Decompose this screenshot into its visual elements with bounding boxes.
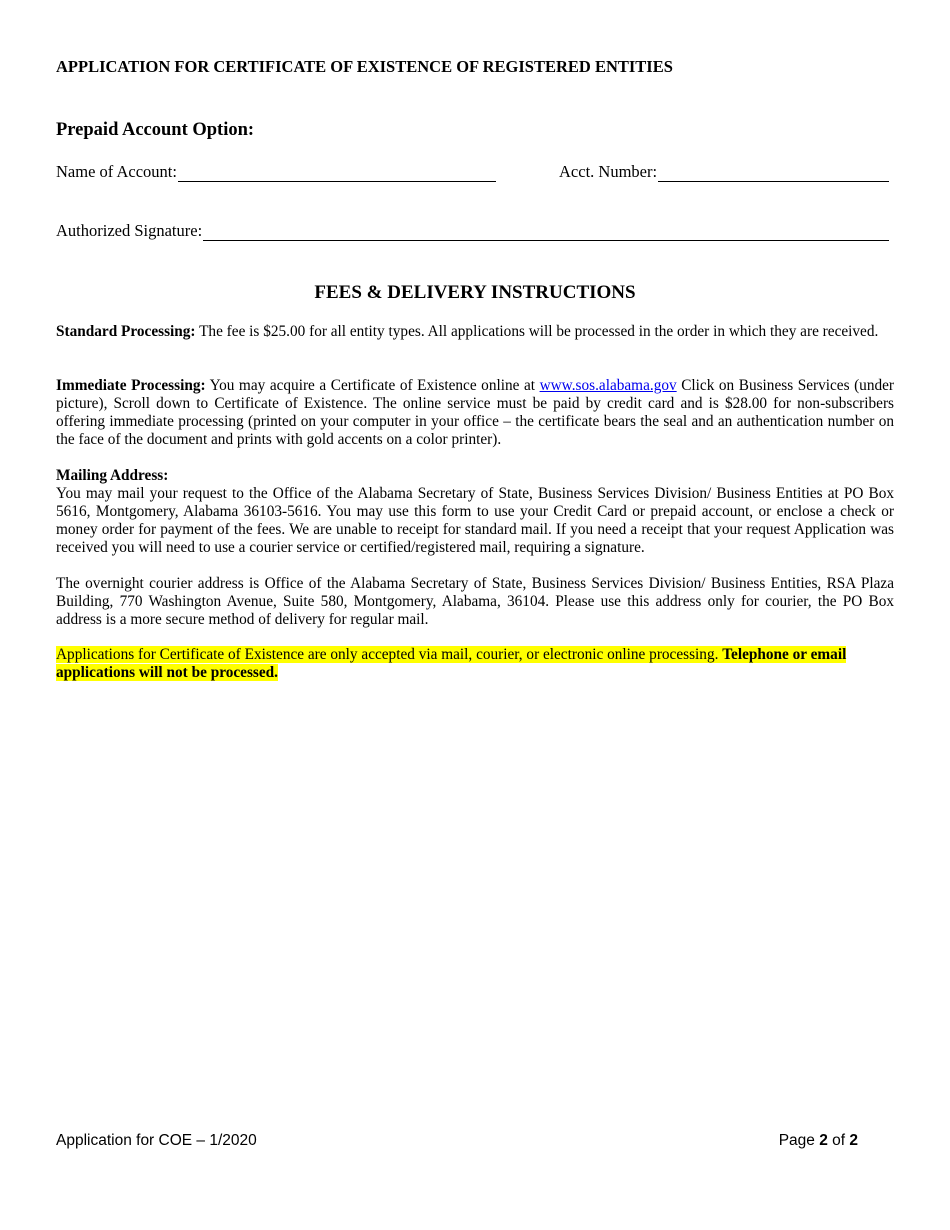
immediate-processing-paragraph <box>56 377 894 449</box>
fees-heading: FEES & DELIVERY INSTRUCTIONS <box>314 282 636 303</box>
signature-input[interactable] <box>203 224 889 241</box>
notice-text: Applications for Certificate of Existence are only accepted via mail, courier, or electronic online processing. <box>56 646 723 663</box>
document-title: APPLICATION FOR CERTIFICATE OF EXISTENCE OF REGISTERED ENTITIES <box>56 57 673 76</box>
prepaid-heading: Prepaid Account Option: <box>56 120 255 140</box>
signature-field <box>56 221 889 241</box>
notice-bold-text: Telephone or email applications will not be processed. <box>56 646 847 681</box>
acct-number-label: Acct. Number: <box>559 162 658 181</box>
page-number: Page 2 of 2 <box>778 1132 858 1149</box>
form-identifier: Application for COE – 1/2020 <box>56 1132 257 1149</box>
account-name-input[interactable] <box>178 165 496 182</box>
signature-label: Authorized Signature: <box>56 221 203 240</box>
standard-processing-paragraph <box>56 323 894 341</box>
standard-processing-text: The fee is $25.00 for all entity types. All applications will be processed in the order in which they are received. <box>195 323 879 340</box>
account-name-field <box>56 162 496 182</box>
immediate-processing-label: Immediate Processing: <box>56 377 206 394</box>
sos-website-link[interactable]: www.sos.alabama.gov <box>539 377 677 394</box>
courier-address-paragraph: The overnight courier address is Office of the Alabama Secretary of State, Business Services Division/ Business Entities, RSA Plaza Building, 770 Washington Avenue, Suite 580, Montgomery, Alabama, 36104. Please use this address only for courier, the PO Box address is a more secure method of delivery for regular mail. <box>56 575 894 628</box>
mailing-address-label: Mailing Address: <box>56 467 169 484</box>
immediate-processing-text: You may acquire a Certificate of Existence online at <box>205 377 540 394</box>
account-name-label: Name of Account: <box>56 162 177 181</box>
acct-number-input[interactable] <box>658 165 889 182</box>
mailing-address-text: You may mail your request to the Office of the Alabama Secretary of State, Business Services Division/ Business Entities at PO Box 5616, Montgomery, Alabama 36103-5616. You may use this form to use your Credit Card or prepaid account, or enclose a check or money order for payment of the fees. We are unable to receipt for standard mail. If you need a receipt that your request Application was received you will need to use a courier service or certified/registered mail, requiring a signature. <box>56 485 894 556</box>
notice-paragraph <box>56 646 894 682</box>
standard-processing-label: Standard Processing: <box>56 323 196 340</box>
mailing-address-section <box>56 467 894 557</box>
acct-number-field <box>559 162 889 182</box>
immediate-processing-text-continued: Click on Business Services (under picture), Scroll down to Certificate of Existence. The online service must be paid by credit card and is $28.00 for non-subscribers offering immediate processing (printed on your computer in your office – the certificate bears the seal and an authentication number on the face of the document and prints with gold accents on a color printer). <box>56 377 895 448</box>
